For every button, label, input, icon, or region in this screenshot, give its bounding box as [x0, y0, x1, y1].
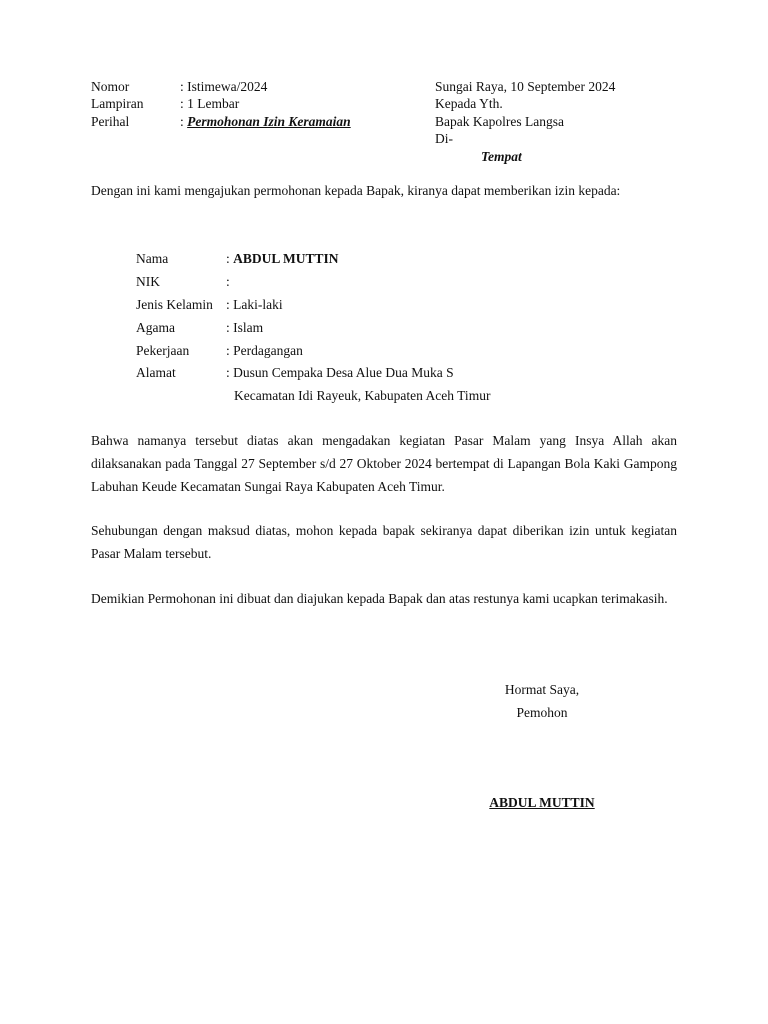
- place-date: Sungai Raya, 10 September 2024: [435, 79, 616, 94]
- nik-value: :: [226, 274, 230, 289]
- body-paragraph-2: Sehubungan dengan maksud diatas, mohon kepada bapak sekiranya dapat diberikan izin untuk kegiatan Pasar Malam tersebut.: [91, 523, 677, 561]
- nama-label: Nama: [136, 251, 169, 266]
- recipient-place: Tempat: [481, 149, 522, 164]
- nik-label: NIK: [136, 274, 160, 289]
- perihal-subject: Permohonan Izin Keramaian: [187, 114, 351, 129]
- body-paragraph-3: Demikian Permohonan ini dibuat dan diajukan kepada Bapak dan atas restunya kami ucapkan terimakasih.: [91, 591, 668, 606]
- pekerjaan-value: : Perdagangan: [226, 343, 303, 358]
- nama-value: ABDUL MUTTIN: [233, 251, 339, 266]
- recipient-line-1: Kepada Yth.: [435, 96, 503, 111]
- closing-greeting: Hormat Saya,: [504, 682, 580, 697]
- agama-value: : Islam: [226, 320, 264, 335]
- jenis-kelamin-label: Jenis Kelamin: [136, 297, 213, 312]
- closing-role: Pemohon: [516, 705, 568, 720]
- nama-colon: :: [226, 251, 234, 266]
- alamat-value-line-1: : Dusun Cempaka Desa Alue Dua Muka S: [226, 365, 454, 380]
- nama-value-line: [226, 250, 339, 267]
- recipient-line-2: Bapak Kapolres Langsa: [435, 114, 564, 129]
- body-paragraph-1: Bahwa namanya tersebut diatas akan mengadakan kegiatan Pasar Malam yang Insya Allah akan dilaksanakan pada Tanggal 27 September s/d 27 Oktober 2024 bertempat di Lapangan Bola Kaki Gampong Labuhan Keude Kecamatan Sungai Raya Kabupaten Aceh Timur.: [91, 433, 677, 494]
- pekerjaan-label: Pekerjaan: [136, 343, 190, 358]
- recipient-line-3: Di-: [435, 131, 453, 146]
- alamat-label: Alamat: [136, 365, 176, 380]
- nomor-label: Nomor: [91, 79, 130, 94]
- alamat-value-line-2: Kecamatan Idi Rayeuk, Kabupaten Aceh Timur: [234, 388, 491, 403]
- lampiran-value: : 1 Lembar: [180, 96, 240, 111]
- perihal-value-line: [180, 113, 351, 130]
- signer-name: ABDUL MUTTIN: [489, 795, 595, 810]
- agama-label: Agama: [136, 320, 175, 335]
- signer-name-wrapper: [478, 794, 606, 811]
- nomor-value: : Istimewa/2024: [180, 79, 268, 94]
- opening-paragraph: Dengan ini kami mengajukan permohonan kepada Bapak, kiranya dapat memberikan izin kepada:: [91, 183, 621, 198]
- jenis-kelamin-value: : Laki-laki: [226, 297, 283, 312]
- lampiran-label: Lampiran: [91, 96, 144, 111]
- perihal-colon: :: [180, 114, 188, 129]
- perihal-label: Perihal: [91, 114, 130, 129]
